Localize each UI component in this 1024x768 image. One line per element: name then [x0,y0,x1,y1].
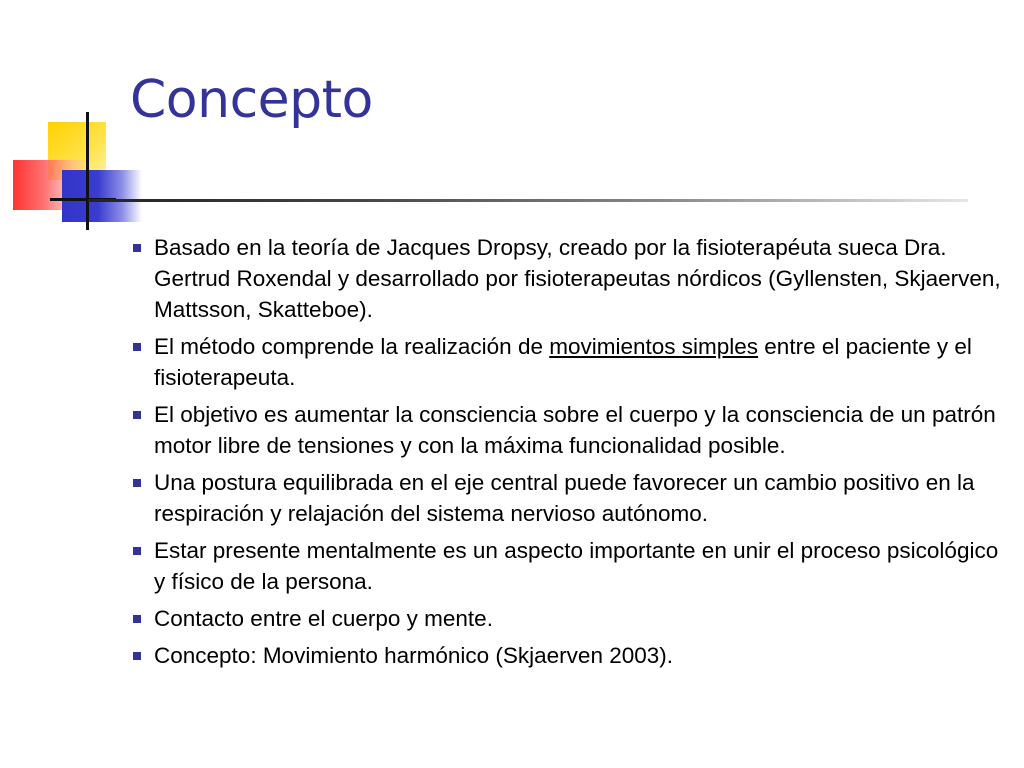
bullet-item [128,603,1008,634]
bullet-text: Una postura equilibrada en el eje central puede favorecer un cambio positivo en la respiración y relajación del sistema nervioso autónomo. [154,470,975,526]
title-underline-rule [88,199,968,202]
square-bullet-icon [133,479,141,487]
bullet-text-before: El método comprende la realización de [154,334,550,359]
bullet-text: Basado en la teoría de Jacques Dropsy, creado por la fisioterapéuta sueca Dra. Gertrud Roxendal y desarrollado por fisioterapeutas nórdicos (Gyllensten, Skjaerven, Mattsson, Skatteboe). [154,235,1001,322]
bullet-item [128,640,1008,671]
square-bullet-icon [133,652,141,660]
bullet-text: El objetivo es aumentar la consciencia sobre el cuerpo y la consciencia de un patrón motor libre de tensiones y con la máxima funcionalidad posible. [154,402,996,458]
bullet-item [128,331,1008,393]
bullet-text: Contacto entre el cuerpo y mente. [154,606,493,631]
square-bullet-icon [133,343,141,351]
bullet-list [128,232,1008,677]
bullet-item [128,232,1008,325]
vertical-line-decoration [86,112,89,230]
slide-title: Concepto [130,70,373,130]
bullet-item [128,399,1008,461]
square-bullet-icon [133,411,141,419]
bullet-item [128,467,1008,529]
square-bullet-icon [133,244,141,252]
square-bullet-icon [133,547,141,555]
bullet-text: Concepto: Movimiento harmónico (Skjaerven 2003). [154,643,674,668]
bullet-item [128,535,1008,597]
underlined-term: movimientos simples [549,334,759,359]
bullet-text: Estar presente mentalmente es un aspecto importante en unir el proceso psicológico y físico de la persona. [154,538,999,594]
square-bullet-icon [133,615,141,623]
blue-square-decoration [62,170,142,222]
bullet-text-after: entre el paciente y el fisioterapeuta. [154,334,972,390]
